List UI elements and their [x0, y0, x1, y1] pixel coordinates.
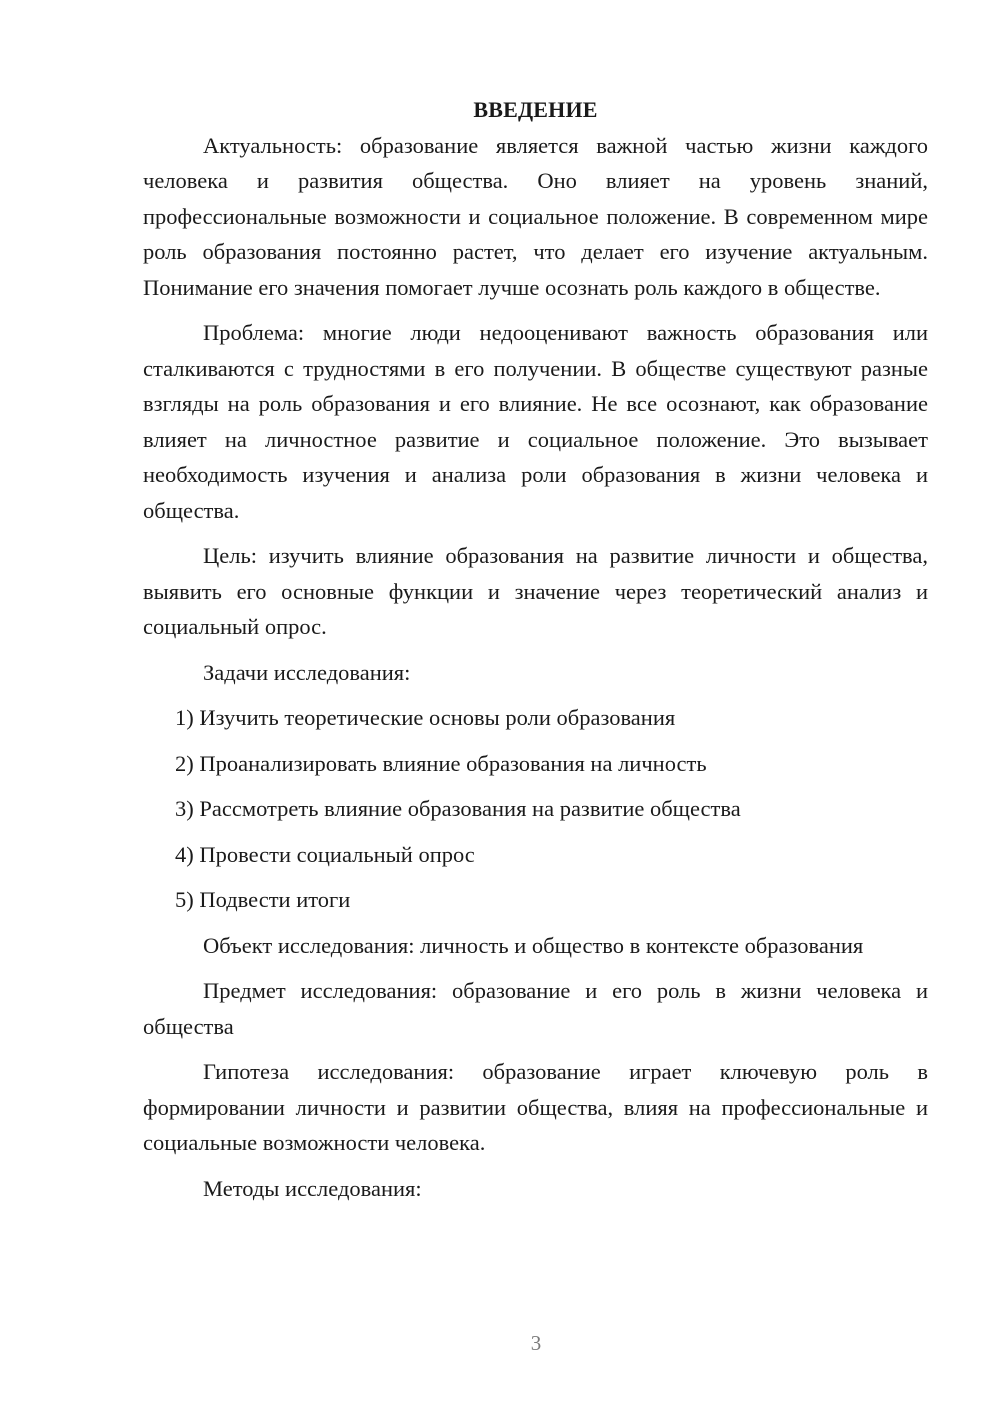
- methods-heading: Методы исследования:: [203, 1175, 422, 1201]
- page-number: 3: [530, 1331, 542, 1355]
- list-item: 1) Изучить теоретические основы роли образования: [175, 705, 676, 730]
- tasks-list: [143, 700, 928, 918]
- goal-paragraph: Цель: изучить влияние образования на развитие личности и общества, выявить его основные функции и значение через теоретический анализ и социальный опрос.: [143, 543, 928, 639]
- document-page: [143, 92, 928, 1216]
- list-item: 5) Подвести итоги: [175, 887, 351, 912]
- object-paragraph: Объект исследования: личность и общество в контексте образования: [203, 932, 864, 958]
- relevance-paragraph: Актуальность: образование является важной частью жизни каждого человека и развития общества. Оно влияет на уровень знаний, профессиональные возможности и социальное положение. В современном мире роль образования постоянно растет, что делает его изучение актуальным. Понимание его значения помогает лучше осознать роль каждого в обществе.: [143, 132, 928, 300]
- subject-paragraph: Предмет исследования: образование и его роль в жизни человека и общества: [143, 978, 928, 1039]
- list-item: 3) Рассмотреть влияние образования на развитие общества: [175, 796, 741, 821]
- tasks-heading: Задачи исследования:: [203, 659, 411, 685]
- list-item: 2) Проанализировать влияние образования на личность: [175, 750, 707, 776]
- page-title: ВВЕДЕНИЕ: [473, 97, 598, 122]
- problem-paragraph: Проблема: многие люди недооценивают важность образования или сталкиваются с трудностями в его получении. В обществе существуют разные взгляды на роль образования и его влияние. Не все осознают, как образование влияет на личностное развитие и социальное положение. Это вызывает необходимость изучения и анализа роли образования в жизни человека и общества.: [143, 320, 928, 523]
- list-item: 4) Провести социальный опрос: [175, 841, 475, 867]
- hypothesis-paragraph: Гипотеза исследования: образование играет ключевую роль в формировании личности и развитии общества, влияя на профессиональные и социальные возможности человека.: [143, 1059, 928, 1155]
